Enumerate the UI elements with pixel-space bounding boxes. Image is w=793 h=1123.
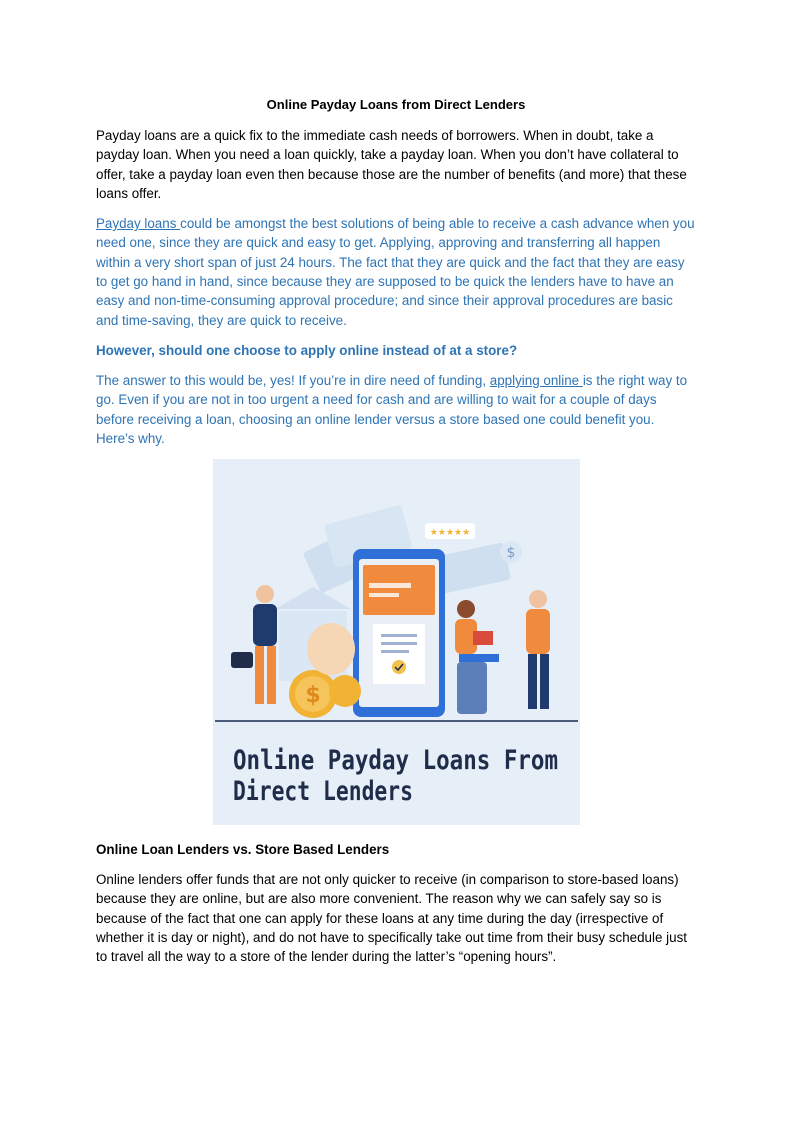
question-heading: However, should one choose to apply online instead of at a store? — [96, 342, 518, 358]
dollar-sign-small: $ — [506, 545, 516, 561]
rating-stars: ★★★★★ — [429, 528, 471, 538]
lenders-comparison-paragraph: Online lenders offer funds that are not only quicker to receive (in comparison to store-based loans) because they are online, but are also more convenient. The reason why we can safely say so is because of the fact that one can apply for these loans at any time during the day (irrespective of whether it is day or night), and do not have to specifically take out time from their busy schedule just to travel all the way to a store of the lender during the latter’s “opening hours”. — [96, 872, 687, 965]
section-heading: Online Loan Lenders vs. Store Based Lenders — [96, 842, 390, 857]
payday-loans-illustration — [213, 459, 580, 825]
document-title: Online Payday Loans from Direct Lenders — [266, 97, 526, 112]
document-section-2 — [96, 840, 696, 977]
illustration-headline-line2: Direct Lenders — [233, 776, 413, 807]
answer-text-before: The answer to this would be, yes! If you’re in dire need of funding, — [96, 372, 490, 388]
illustration-svg — [213, 459, 580, 825]
coin-dollar-sign: $ — [305, 683, 321, 708]
intro-paragraph: Payday loans are a quick fix to the immediate cash needs of borrowers. When in doubt, take a payday loan. When you need a loan quickly, take a payday loan. When you don’t have collateral to offer, take a payday loan even then because those are the number of benefits (and more) that these loans offer. — [96, 128, 687, 201]
payday-loans-text: could be amongst the best solutions of being able to receive a cash advance when you need one, since they are quick and easy to get. Applying, approving and transferring all happen within a very short span of just 24 hours. The fact that they are quick and the fact that they are easy to get go hand in hand, since because they are supposed to be quick the lenders have to have an easy and non-time-consuming approval procedure; and since their approval procedures are basic and time-saving, they are quick to receive. — [96, 216, 695, 328]
applying-online-link[interactable]: applying online — [489, 372, 583, 388]
payday-loans-link[interactable]: Payday loans — [96, 216, 181, 232]
answer-paragraph — [96, 371, 696, 448]
illustration-headline-line1: Online Payday Loans From — [233, 745, 558, 776]
answer-text-after: is the right way to go. Even if you are not in too urgent a need for cash and are willing to wait for a couple of days before receiving a loan, choosing an online lender versus a store based one could benefit you. Here’s why. — [96, 372, 688, 446]
document-page — [96, 95, 696, 459]
payday-loans-paragraph — [96, 214, 696, 330]
